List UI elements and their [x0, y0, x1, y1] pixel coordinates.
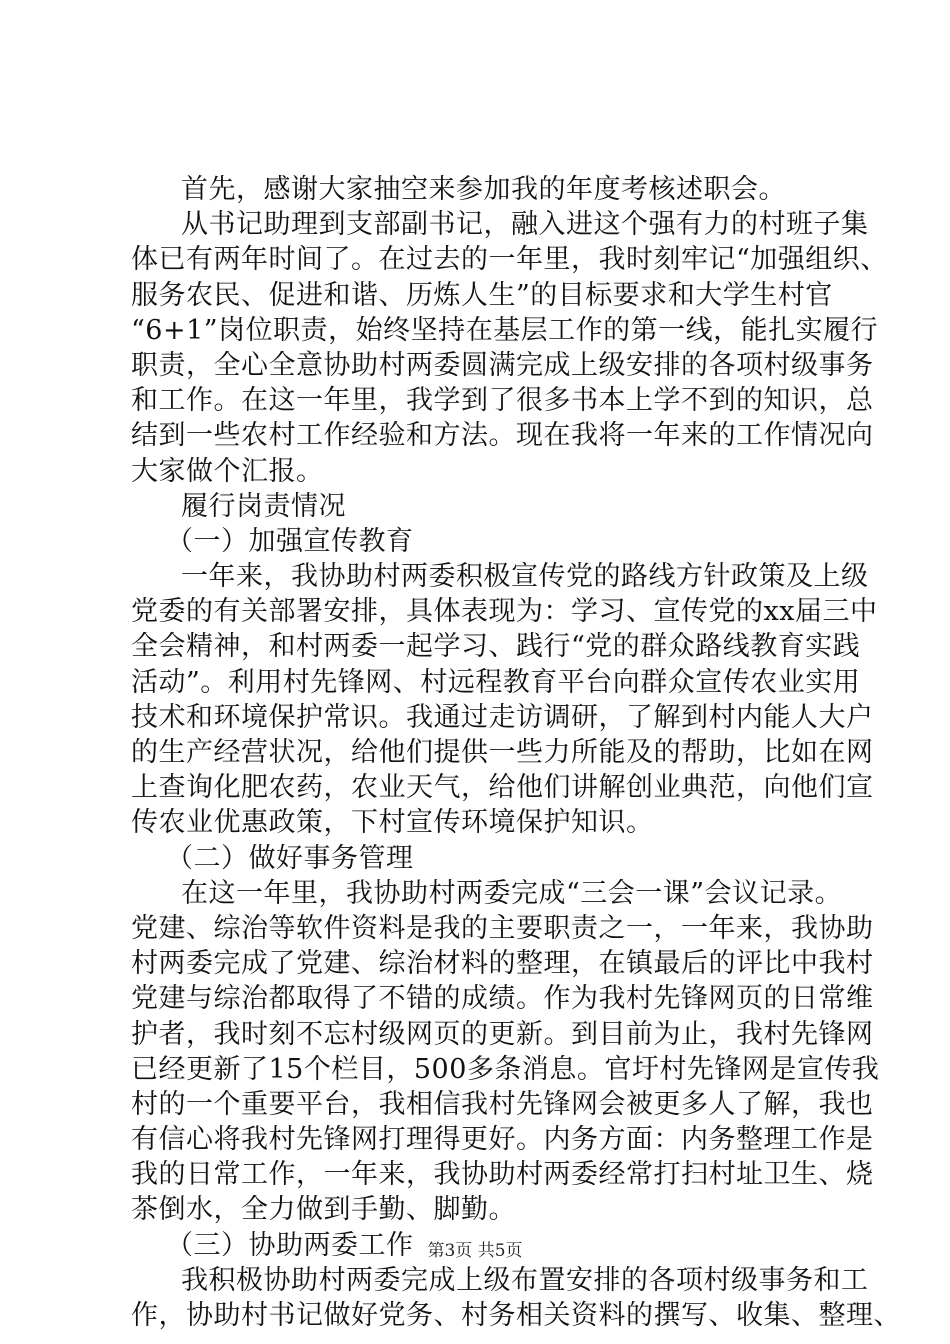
paragraph-line: 服务农民、促进和谐、历炼人生”的目标要求和大学生村官 [131, 279, 833, 311]
subsection-heading: （二）做好事务管理 [166, 842, 414, 874]
paragraph-line: 的生产经营状况，给他们提供一些力所能及的帮助，比如在网 [131, 737, 874, 768]
paragraph-line: 护者，我时刻不忘村级网页的更新。到目前为止，我村先锋网 [131, 1018, 874, 1050]
paragraph-line: “6+1”岗位职责，始终坚持在基层工作的第一线，能扎实履行 [131, 314, 879, 346]
paragraph-line: 全会精神，和村两委一起学习、践行“党的群众路线教育实践 [131, 631, 861, 663]
paragraph-line: 体已有两年时间了。在过去的一年里，我时刻牢记“加强组织、 [131, 244, 888, 276]
paragraph-line: 党建、综治等软件资料是我的主要职责之一，一年来，我协助 [131, 912, 874, 944]
page-number-footer: 第3页 共5页 [427, 1241, 523, 1261]
paragraph-line: 我积极协助村两委完成上级布置安排的各项村级事务和工 [181, 1264, 869, 1296]
subsection-heading: （一）加强宣传教育 [166, 525, 414, 557]
paragraph-line: 在这一年里，我协助村两委完成“三会一课”会议记录。 [181, 877, 843, 909]
paragraph-line: 技术和环境保护常识。我通过走访调研，了解到村内能人大户 [131, 701, 874, 733]
paragraph-line: 我的日常工作，一年来，我协助村两委经常打扫村址卫生、烧 [131, 1159, 874, 1191]
paragraph-line: 村两委完成了党建、综治材料的整理，在镇最后的评比中我村 [131, 948, 874, 980]
paragraph-line: 活动”。利用村先锋网、村远程教育平台向群众宣传农业实用 [131, 666, 861, 698]
paragraph-line: 党委的有关部署安排，具体表现为：学习、宣传党的xx届三中 [131, 596, 878, 628]
paragraph-line: 结到一些农村工作经验和方法。现在我将一年来的工作情况向 [131, 420, 874, 452]
subsection-heading: （三）协助两委工作 [166, 1229, 414, 1261]
paragraph-line: 职责，全心全意协助村两委圆满完成上级安排的各项村级事务 [131, 349, 874, 381]
document-body [131, 172, 901, 1333]
paragraph-line: 茶倒水，全力做到手勤、脚勤。 [131, 1194, 516, 1226]
paragraph-line: 党建与综治都取得了不错的成绩。作为我村先锋网页的日常维 [131, 983, 874, 1015]
paragraph-line: 从书记助理到支部副书记，融入进这个强有力的村班子集 [181, 209, 869, 241]
paragraph-line: 上查询化肥农药，农业天气，给他们讲解创业典范，向他们宣 [131, 772, 874, 804]
paragraph-line: 有信心将我村先锋网打理得更好。内务方面：内务整理工作是 [131, 1124, 874, 1156]
paragraph-line: 已经更新了15个栏目，500多条消息。官圩村先锋网是宣传我 [131, 1053, 880, 1085]
paragraph-line: 和工作。在这一年里，我学到了很多书本上学不到的知识，总 [131, 385, 874, 417]
paragraph-line: 作，协助村书记做好党务、村务相关资料的撰写、收集、整理、 [131, 1300, 901, 1331]
paragraph-line: 传农业优惠政策，下村宣传环境保护知识。 [131, 807, 654, 839]
paragraph-line: 首先，感谢大家抽空来参加我的年度考核述职会。 [181, 174, 786, 205]
paragraph-line: 村的一个重要平台，我相信我村先锋网会被更多人了解，我也 [131, 1088, 874, 1120]
paragraph-line: 大家做个汇报。 [131, 455, 324, 487]
section-heading: 履行岗责情况 [181, 490, 346, 522]
paragraph-line: 一年来，我协助村两委积极宣传党的路线方针政策及上级 [181, 561, 869, 593]
